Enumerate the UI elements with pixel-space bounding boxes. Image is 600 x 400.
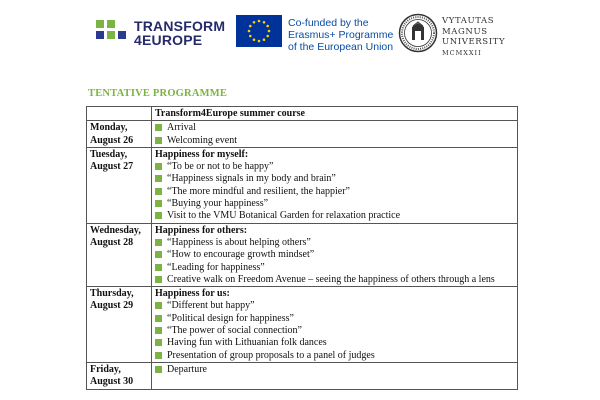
bullet-square-icon [155, 327, 162, 334]
day-theme: Happiness for myself: [155, 148, 249, 160]
day-date: August 29 [90, 300, 134, 312]
list-item: “Happiness signals in my body and brain” [155, 173, 514, 185]
vmu-logo [398, 13, 508, 57]
list-item: “The more mindful and resilient, the happier” [155, 186, 514, 198]
list-item: “Different but happy” [155, 300, 514, 312]
table-header-row [87, 107, 518, 121]
eu-flag-icon [236, 15, 282, 47]
day-cell [87, 147, 152, 223]
list-item: Creative walk on Freedom Avenue – seeing the happiness of others through a lens [155, 274, 514, 286]
course-header: Transform4Europe summer course [152, 107, 518, 121]
list-item: Departure [155, 364, 514, 376]
list-item: Arrival [155, 122, 514, 134]
day-date: August 26 [90, 134, 134, 146]
list-item: Presentation of group proposals to a panel of judges [155, 350, 514, 362]
day-name: Monday, [90, 122, 128, 134]
activities-cell [152, 287, 518, 363]
day-theme: Happiness for others: [155, 224, 248, 236]
list-item: Visit to the VMU Botanical Garden for relaxation practice [155, 210, 514, 222]
vmu-seal-icon [398, 13, 438, 53]
day-cell [87, 223, 152, 286]
eu-funding-text: Co-funded by the Erasmus+ Programme of the European Union [288, 17, 394, 53]
list-item: Welcoming event [155, 135, 514, 147]
table-row [87, 223, 518, 286]
table-row [87, 287, 518, 363]
bullet-square-icon [155, 339, 162, 346]
list-item: “Leading for happiness” [155, 262, 514, 274]
vmu-wordmark: VYTAUTAS MAGNUS UNIVERSITY MCMXXII [442, 16, 506, 57]
day-cell [87, 287, 152, 363]
day-theme: Happiness for us: [155, 288, 230, 300]
transform4europe-logo [96, 18, 236, 48]
activities-cell [152, 362, 518, 389]
day-name: Tuesday, [90, 148, 128, 160]
list-item: “How to encourage growth mindset” [155, 249, 514, 261]
table-row [87, 147, 518, 223]
bullet-square-icon [155, 188, 162, 195]
bullet-square-icon [155, 212, 162, 219]
bullet-square-icon [155, 302, 162, 309]
day-date: August 28 [90, 236, 134, 248]
activities-cell [152, 121, 518, 148]
bullet-square-icon [155, 124, 162, 131]
list-item: “Happiness is about helping others” [155, 237, 514, 249]
day-cell [87, 121, 152, 148]
bullet-square-icon [155, 200, 162, 207]
list-item: “Buying your happiness” [155, 198, 514, 210]
list-item: “The power of social connection” [155, 325, 514, 337]
bullet-square-icon [155, 175, 162, 182]
table-row [87, 121, 518, 148]
bullet-square-icon [155, 366, 162, 373]
day-name: Friday, [90, 363, 121, 375]
activities-cell [152, 223, 518, 286]
day-date: August 27 [90, 161, 134, 173]
bullet-square-icon [155, 137, 162, 144]
bullet-square-icon [155, 264, 162, 271]
header-empty-cell [87, 107, 152, 121]
bullet-square-icon [155, 239, 162, 246]
day-cell [87, 362, 152, 389]
day-name: Wednesday, [90, 224, 141, 236]
bullet-square-icon [155, 251, 162, 258]
list-item: Having fun with Lithuanian folk dances [155, 337, 514, 349]
bullet-square-icon [155, 163, 162, 170]
eu-erasmus-logo [236, 15, 394, 55]
activities-cell [152, 147, 518, 223]
table-row [87, 362, 518, 389]
day-name: Thursday, [90, 288, 134, 300]
list-item: “Political design for happiness” [155, 313, 514, 325]
programme-table [86, 106, 518, 390]
transform4europe-wordmark: TRANSFORM 4EUROPE [134, 18, 226, 48]
bullet-square-icon [155, 315, 162, 322]
bullet-square-icon [155, 276, 162, 283]
list-item: “To be or not to be happy” [155, 161, 514, 173]
bullet-square-icon [155, 352, 162, 359]
day-date: August 30 [90, 376, 134, 388]
programme-title: TENTATIVE PROGRAMME [88, 88, 228, 99]
transform4europe-squares-icon [96, 20, 126, 44]
